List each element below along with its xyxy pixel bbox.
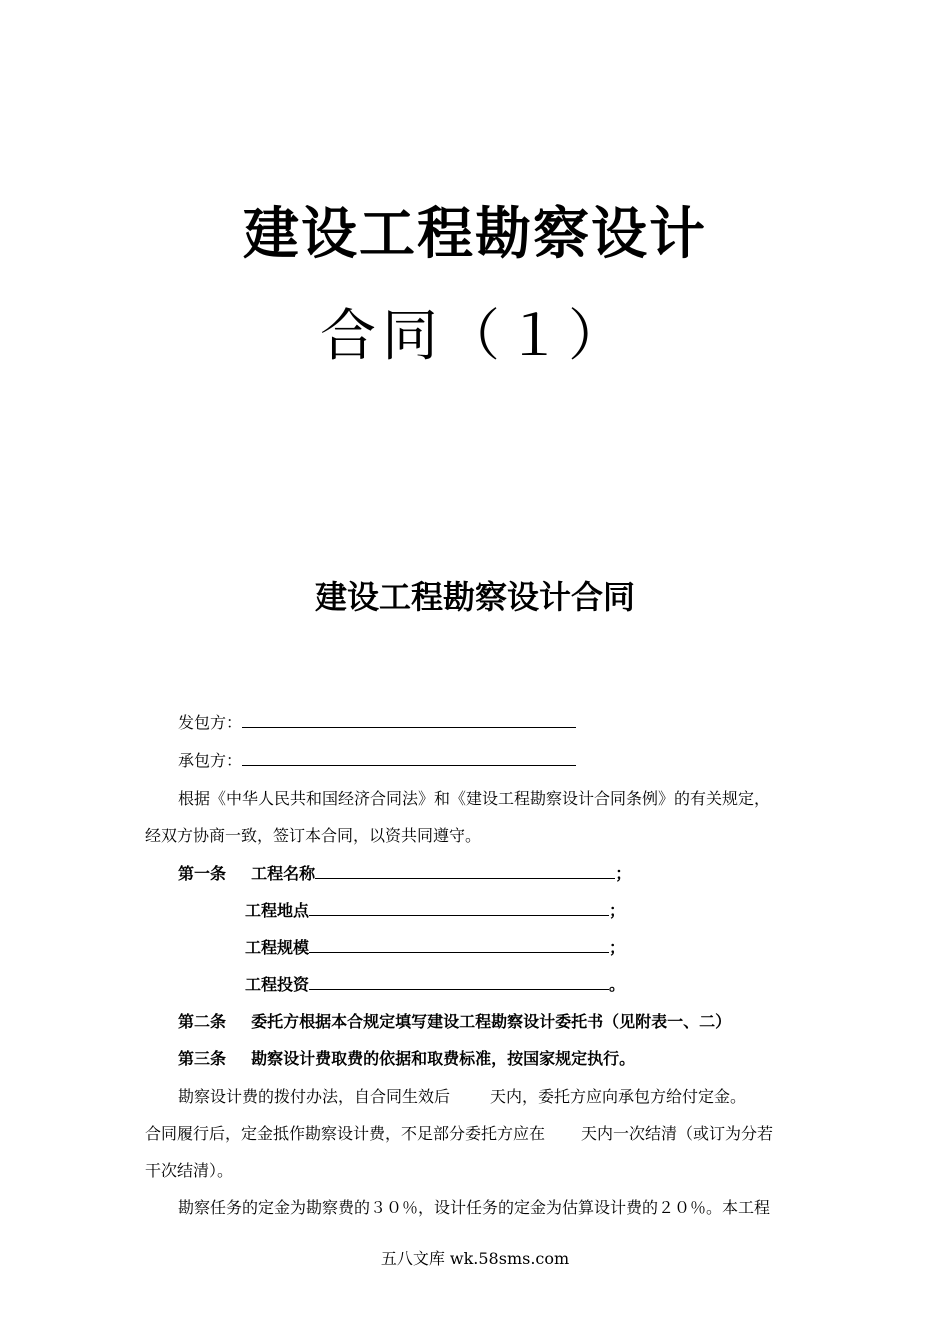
payment-line2 <box>145 1121 773 1144</box>
article1-row1 <box>178 861 631 884</box>
article1-row2 <box>245 898 625 921</box>
party-b-label: 承包方： <box>178 751 243 770</box>
payment-line2-b: 天内一次结清（或订为分若 <box>581 1124 774 1143</box>
contract-heading: 建设工程勘察设计合同 <box>314 578 635 616</box>
article3-label: 第三条 <box>178 1049 227 1068</box>
payment-line2-a: 合同履行后，定金抵作勘察设计费，不足部分委托方应在 <box>145 1124 546 1143</box>
project-location-label: 工程地点 <box>245 901 310 920</box>
payment-line3: 干次结清）。 <box>145 1161 234 1180</box>
semicolon: ； <box>615 864 632 883</box>
article1-row4 <box>245 972 625 995</box>
cover-title-line2: 合同（１） <box>320 304 630 369</box>
project-location-blank <box>309 901 609 916</box>
project-investment-blank <box>309 975 609 990</box>
article1-label: 第一条 <box>178 864 227 883</box>
deposit-line: 勘察任务的定金为勘察费的３０％，设计任务的定金为估算设计费的２０％。本工程 <box>178 1198 771 1217</box>
footer-watermark: 五八文库 wk.58sms.com <box>380 1249 570 1268</box>
project-name-blank <box>315 864 615 879</box>
party-b-blank <box>242 751 576 766</box>
article2-text: 委托方根据本合规定填写建设工程勘察设计委托书（见附表一、二） <box>251 1012 732 1031</box>
payment-line1 <box>178 1084 746 1107</box>
party-a-label: 发包方： <box>178 713 243 732</box>
cover-title-line1: 建设工程勘察设计 <box>243 202 707 267</box>
project-scale-label: 工程规模 <box>245 938 310 957</box>
article2-label: 第二条 <box>178 1012 227 1031</box>
preamble-line1: 根据《中华人民共和国经济合同法》和《建设工程勘察设计合同条例》的有关规定， <box>178 789 771 808</box>
project-name-label: 工程名称 <box>251 864 316 883</box>
article3-text: 勘察设计费取费的依据和取费标准，按国家规定执行。 <box>251 1049 636 1068</box>
period: 。 <box>609 975 626 994</box>
party-a-blank <box>242 713 576 728</box>
payment-line1-a: 勘察设计费的拨付办法，自合同生效后 <box>178 1087 451 1106</box>
semicolon: ； <box>609 901 626 920</box>
payment-line1-b: 天内，委托方应向承包方给付定金。 <box>490 1087 747 1106</box>
party-a-row <box>178 710 576 733</box>
preamble-line2: 经双方协商一致，签订本合同，以资共同遵守。 <box>145 826 482 845</box>
project-scale-blank <box>309 938 609 953</box>
article3-row <box>178 1046 635 1069</box>
article1-row3 <box>245 935 625 958</box>
party-b-row <box>178 748 576 771</box>
semicolon: ； <box>609 938 626 957</box>
article2-row <box>178 1009 731 1032</box>
project-investment-label: 工程投资 <box>245 975 310 994</box>
